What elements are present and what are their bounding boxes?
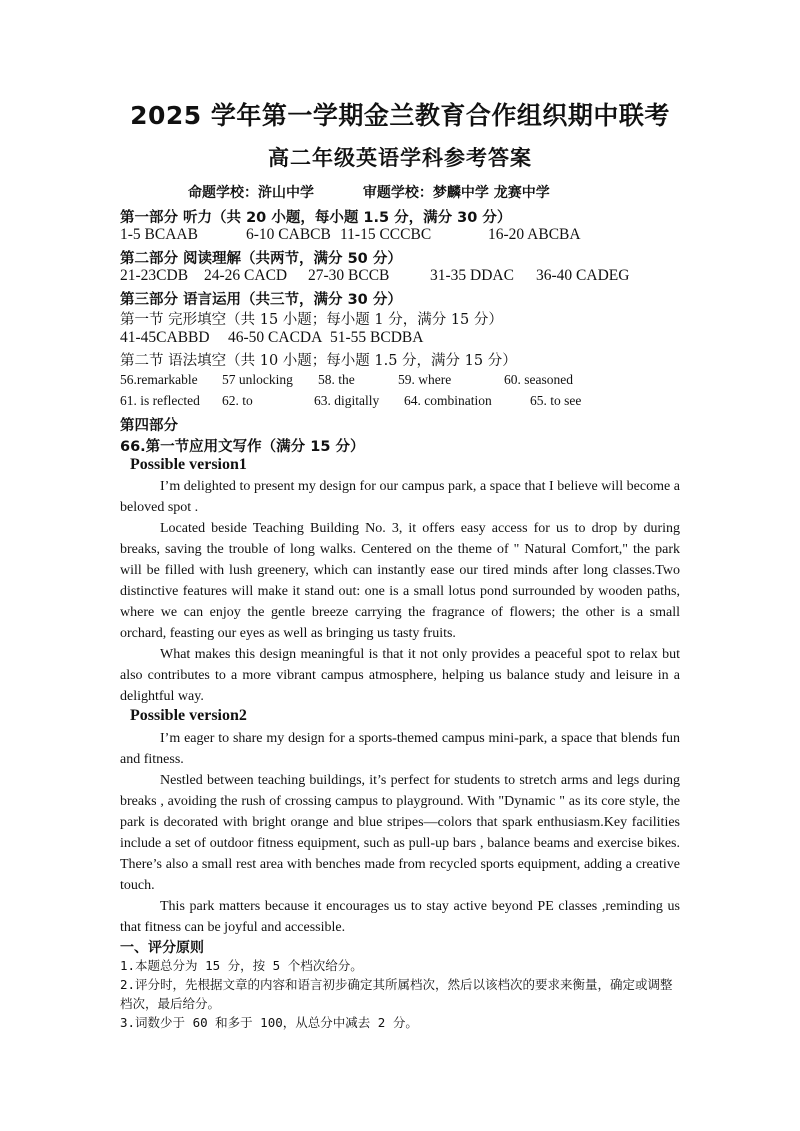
grammar-answer: 63. digitally [314,393,380,408]
grammar-answer: 59. where [398,372,452,387]
page-title: 2025 学年第一学期金兰教育合作组织期中联考 [130,101,670,130]
version1-paragraph: What makes this design meaningful is that it not only provides a peaceful spot to relax but also contributes to a more vibrant campus atmosphere, helping us balance study and leisure in a delightful way. [120,647,680,704]
setter-school: 命题学校：浒山中学 [188,185,314,201]
grammar-answer: 65. to see [530,393,582,408]
version1-paragraph: I’m delighted to present my design for our campus park, a space that I believe will become a beloved spot . [120,479,680,515]
scoring-heading: 一、评分原则 [120,940,204,956]
answer-group: 6-10 CABCB [246,226,331,243]
answer-group: 21-23CDB [120,267,189,284]
part3-heading: 第三部分 语言运用（共三节，满分 30 分） [120,292,402,308]
answer-group: 41-45CABBD [120,329,210,346]
scoring-rule: 3.词数少于 60 和多于 100，从总分中减去 2 分。 [120,1015,418,1030]
answer-group: 24-26 CACD [204,267,288,284]
grammar-answer: 64. combination [404,393,492,408]
grammar-answer: 58. the [318,372,355,387]
answer-group: 16-20 ABCBA [488,226,581,243]
part4-heading: 第四部分 [120,418,178,434]
grammar-answer: 56.remarkable [120,372,198,387]
school-info [188,182,708,202]
page-subtitle: 高二年级英语学科参考答案 [268,145,532,170]
grammar-answer: 62. to [222,393,253,408]
answer-group: 1-5 BCAAB [120,226,198,243]
answer-group: 51-55 BCDBA [330,329,424,346]
grammar-answer: 57 unlocking [222,372,293,387]
version2-paragraph: Nestled between teaching buildings, it’s perfect for students to stretch arms and legs during breaks , avoiding the rush of crossing campus to playground. With "Dynamic " as its core style, the park is decorated with bright orange and blue stripes—colors that spark enthusiasm.Key facilities include a set of outdoor fitness equipment, such as pull-up bars , balance beams and exercise bikes. There’s also a small rest area with benches made from recycled sports equipment, adding a creative touch. [120,773,680,893]
part3-section2-heading: 第二节 语法填空（共 10 小题；每小题 1.5 分，满分 15 分） [120,353,517,369]
part2-heading: 第二部分 阅读理解（共两节，满分 50 分） [120,251,402,267]
answer-group: 31-35 DDAC [430,267,514,284]
answer-group: 11-15 CCCBC [340,226,432,243]
answer-group: 46-50 CACDA [228,329,323,346]
answer-group: 36-40 CADEG [536,267,630,284]
writing-heading: 66.第一节应用文写作（满分 15 分） [120,439,365,455]
part1-heading: 第一部分 听力（共 20 小题，每小题 1.5 分，满分 30 分） [120,210,512,226]
version2-paragraph: I’m eager to share my design for a sports-themed campus mini-park, a space that blends fun and fitness. [120,731,680,767]
version2-label: Possible version2 [130,707,247,724]
answer-group: 27-30 BCCB [308,267,390,284]
grammar-answer: 61. is reflected [120,393,200,408]
version1-label: Possible version1 [130,456,247,473]
version1-paragraph: Located beside Teaching Building No. 3, it offers easy access for us to drop by during breaks, saving the trouble of long walks. Centered on the theme of " Natural Comfort," the park will be filled with lush greenery, which can instantly ease our tired minds after long classes.Two distinctive features will make it stand out: one is a small lotus pond surrounded by wooden paths, where we can enjoy the gentle breeze carrying the fragrance of flowers; the other is a small orchard, feasting our eyes as well as bringing us tasty fruits. [120,521,680,641]
reviewer-schools: 审题学校：梦麟中学 龙赛中学 [362,185,550,201]
grammar-answer: 60. seasoned [504,372,573,387]
part3-section1-heading: 第一节 完形填空（共 15 小题；每小题 1 分，满分 15 分） [120,312,503,328]
version2-paragraph: This park matters because it encourages us to stay active beyond PE classes ,reminding us that fitness can be joyful and accessible. [120,899,680,935]
scoring-rule: 1.本题总分为 15 分，按 5 个档次给分。 [120,958,363,973]
scoring-rule: 2.评分时，先根据文章的内容和语言初步确定其所属档次，然后以该档次的要求来衡量，确定或调整档次，最后给分。 [120,977,673,1011]
